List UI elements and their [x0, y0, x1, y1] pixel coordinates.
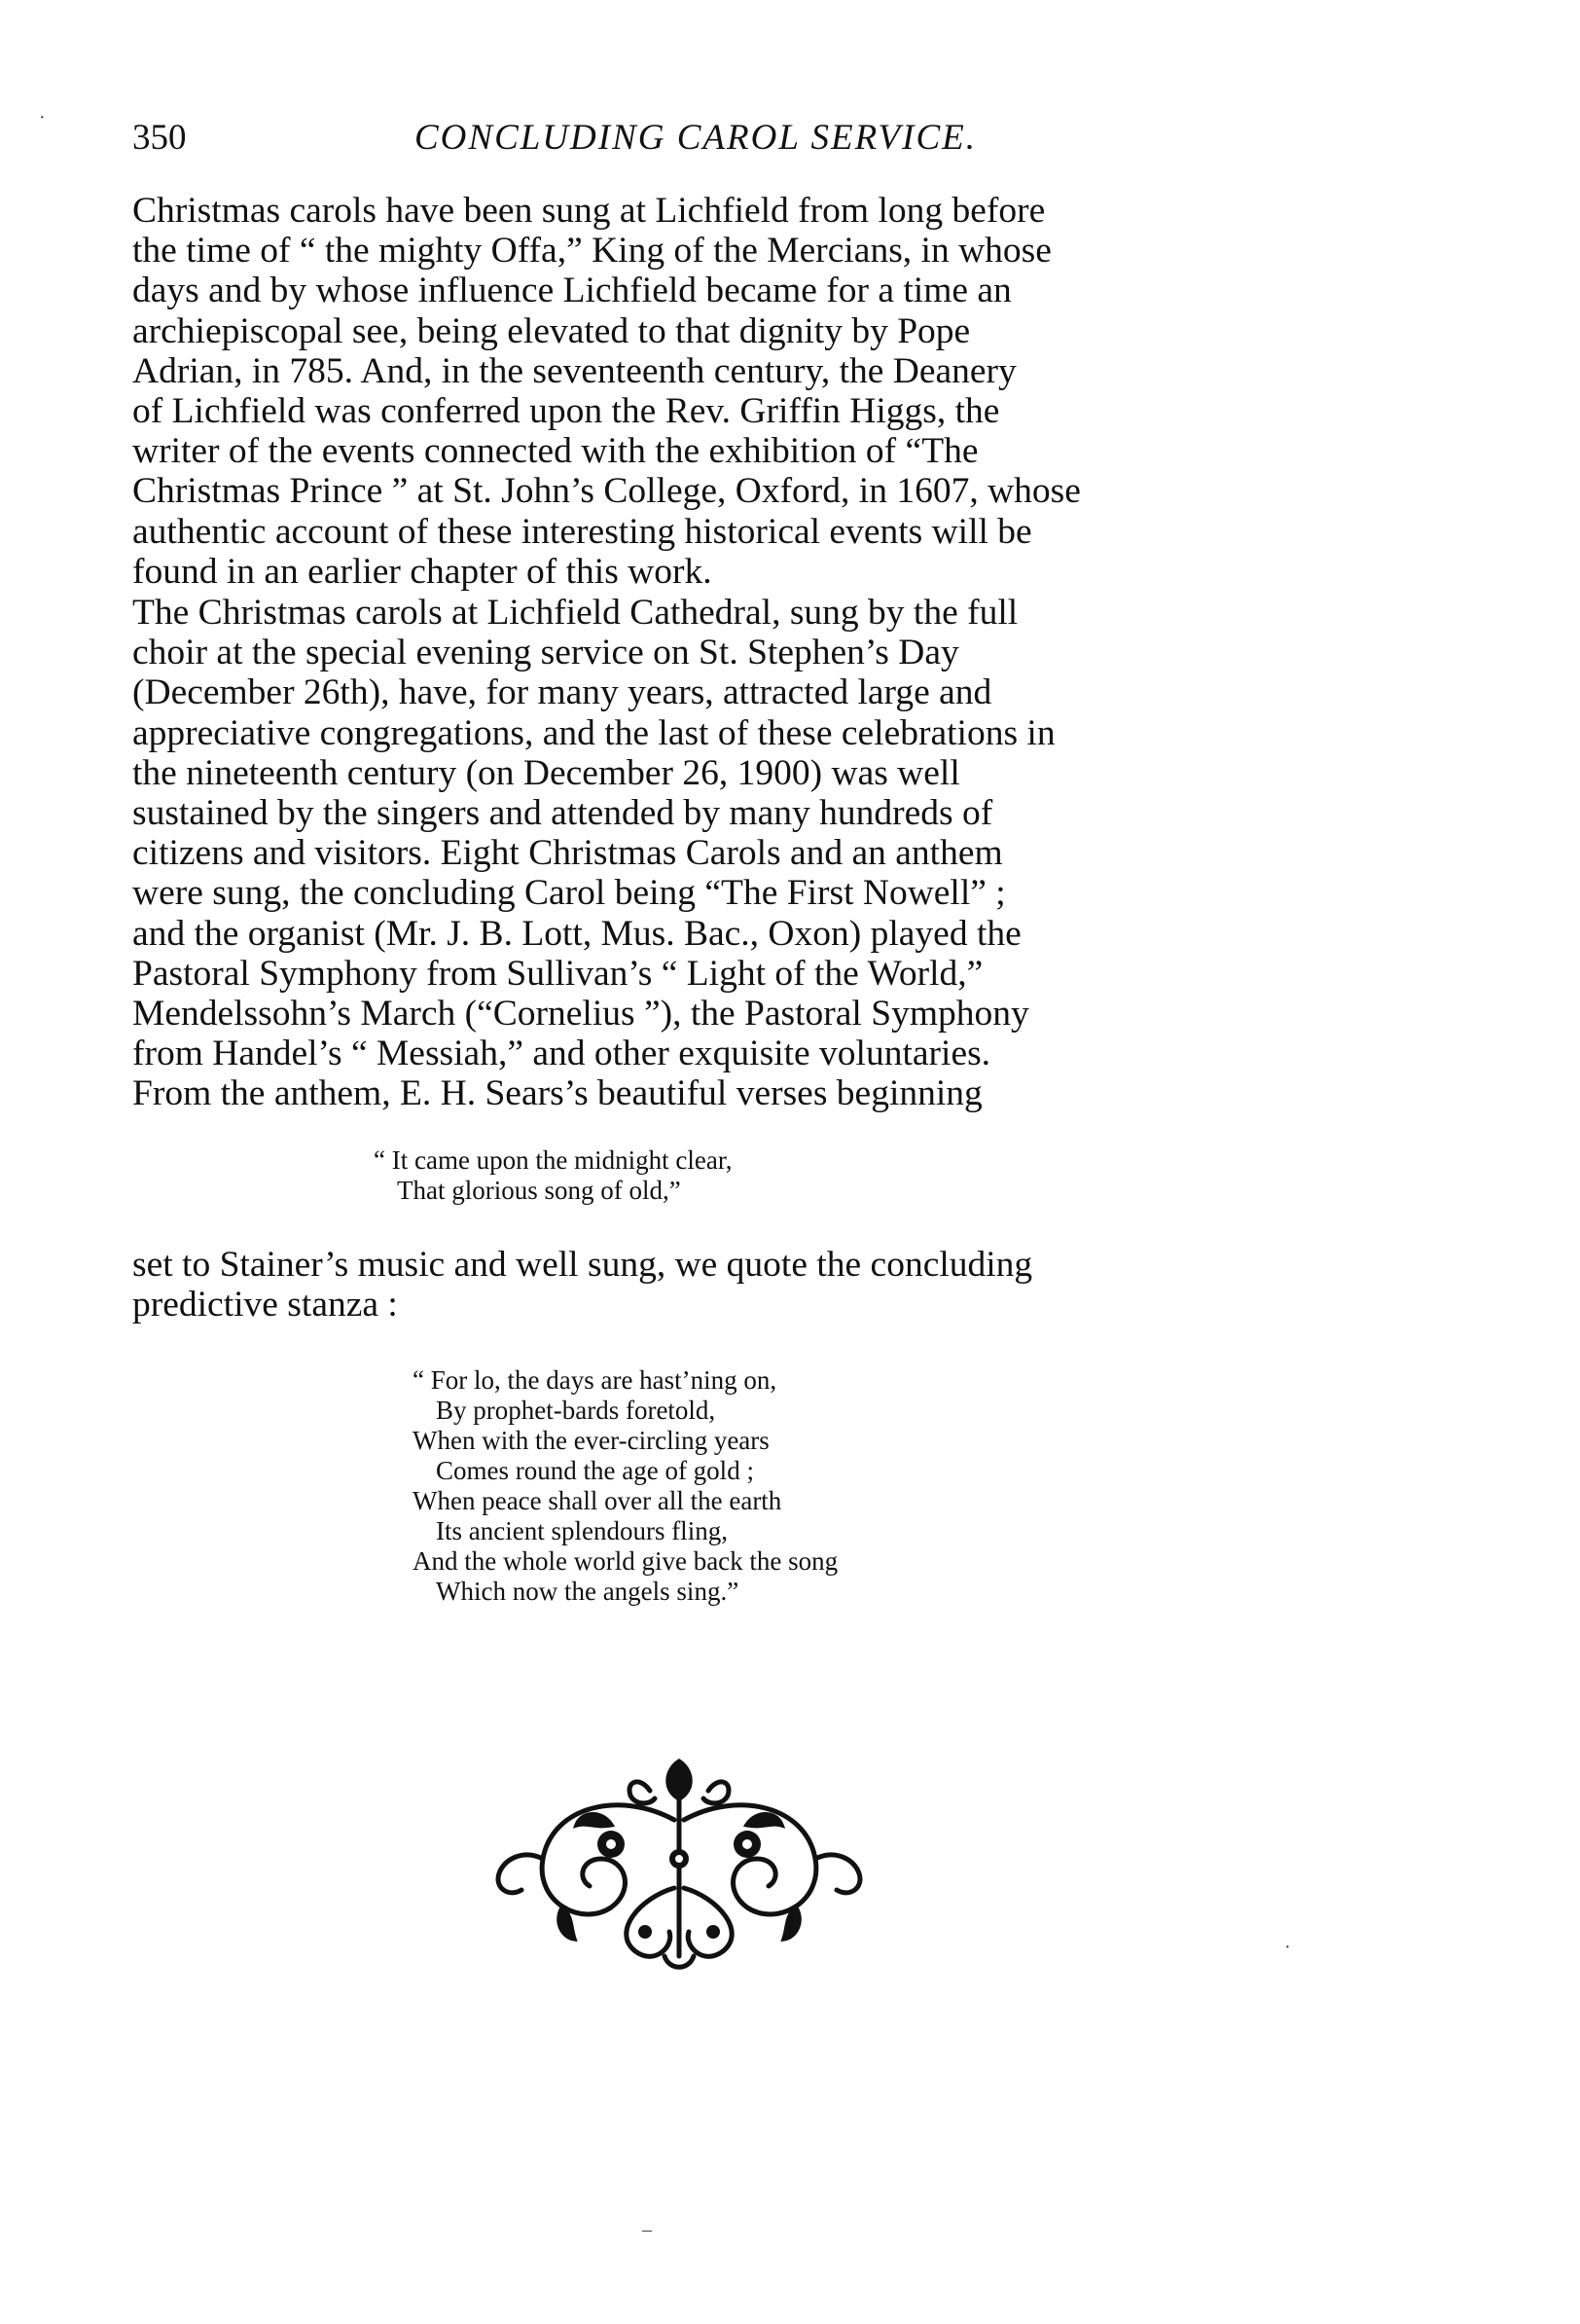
quoted-stanza — [413, 1365, 838, 1607]
text-line: authentic account of these interesting historical events will be — [132, 511, 1032, 552]
verse-line: “ For lo, the days are hast’ning on, — [413, 1365, 777, 1395]
text-line: were sung, the concluding Carol being “The First Nowell” ; — [132, 873, 1006, 914]
paragraph-cathedral-carols — [132, 593, 1241, 1114]
running-title: CONCLUDING CAROL SERVICE. — [414, 118, 977, 158]
text-line: Adrian, in 785. And, in the seventeenth century, the Deanery — [132, 350, 1017, 391]
verse-line: “ It came upon the midnight clear, — [374, 1145, 733, 1175]
text-line: Christmas Prince ” at St. John’s College, Oxford, in 1607, whose — [132, 471, 1081, 512]
text-line: Pastoral Symphony from Sullivan’s “ Light of the World,” — [132, 953, 984, 994]
text-line: from Handel’s “ Messiah,” and other exquisite voluntaries. — [132, 1034, 991, 1074]
text-line: archiepiscopal see, being elevated to that dignity by Pope — [132, 310, 971, 351]
text-line: predictive stanza : — [132, 1285, 398, 1325]
scan-speck: · — [39, 107, 46, 128]
page-number: 350 — [132, 118, 187, 158]
text-line: set to Stainer’s music and well sung, we quote the concluding — [132, 1245, 1033, 1285]
verse-line: Comes round the age of gold ; — [436, 1456, 754, 1485]
scan-speck: – — [642, 2219, 652, 2240]
text-line: days and by whose influence Lichfield became for a time an — [132, 271, 1012, 311]
verse-line: By prophet-bards foretold, — [436, 1396, 716, 1425]
scan-speck: · — [1284, 1937, 1291, 1958]
running-head — [132, 117, 1241, 175]
text-line: the nineteenth century (on December 26, 1900) was well — [132, 752, 960, 793]
text-line: found in an earlier chapter of this work. — [132, 551, 712, 592]
text-line: Christmas carols have been sung at Lichfield from long before — [132, 191, 1046, 231]
text-line: The Christmas carols at Lichfield Cathedral, sung by the full — [132, 593, 1019, 633]
text-line: citizens and visitors. Eight Christmas Carols and an anthem — [132, 833, 1003, 874]
verse-line: Its ancient splendours fling, — [436, 1516, 728, 1545]
text-line: (December 26th), have, for many years, attracted large and — [132, 672, 992, 713]
verse-line: When with the ever-circling years — [413, 1426, 770, 1455]
text-line: appreciative congregations, and the last of these celebrations in — [132, 712, 1056, 753]
quoted-verse-opening — [374, 1145, 733, 1206]
text-line: Mendelssohn’s March (“Cornelius ”), the Pastoral Symphony — [132, 994, 1029, 1035]
verse-line: When peace shall over all the earth — [413, 1486, 782, 1515]
text-line: sustained by the singers and attended by many hundreds of — [132, 793, 993, 834]
paragraph-lichfield-history — [132, 191, 1241, 592]
verse-line: Which now the angels sing.” — [436, 1577, 739, 1606]
verse-line: That glorious song of old,” — [397, 1176, 681, 1205]
text-line: and the organist (Mr. J. B. Lott, Mus. Bac., Oxon) played the — [132, 913, 1022, 954]
text-line: From the anthem, E. H. Sears’s beautiful verses beginning — [132, 1073, 983, 1114]
text-line: of Lichfield was conferred upon the Rev. Griffin Higgs, the — [132, 391, 1000, 432]
floral-tailpiece-icon — [465, 1752, 893, 1976]
text-line: the time of “ the mighty Offa,” King of the Mercians, in whose — [132, 231, 1052, 272]
text-line: writer of the events connected with the exhibition of “The — [132, 431, 979, 472]
text-line: choir at the special evening service on St. Stephen’s Day — [132, 633, 959, 673]
verse-line: And the whole world give back the song — [413, 1546, 839, 1576]
paragraph-stainer — [132, 1245, 1241, 1325]
